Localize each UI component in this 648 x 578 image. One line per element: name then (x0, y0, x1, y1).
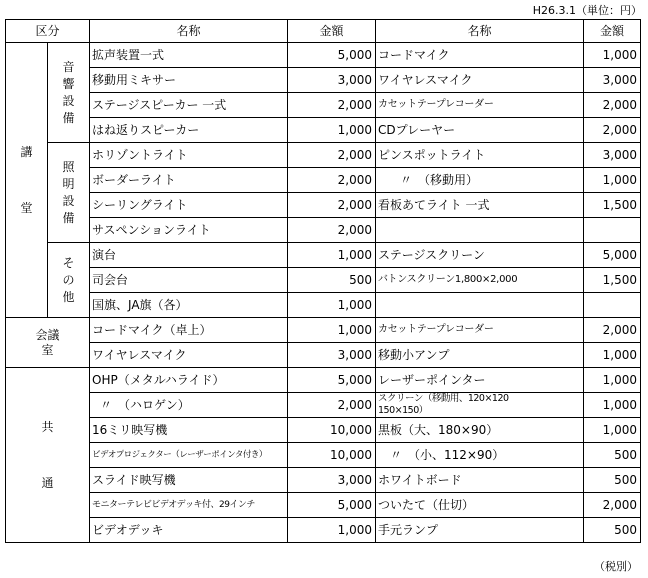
item-price: 2,000 (288, 193, 376, 218)
header-name-1: 名称 (90, 20, 288, 43)
item-price: 1,000 (584, 343, 641, 368)
item-name: ビデオデッキ (90, 518, 288, 543)
item-name (376, 293, 584, 318)
item-price: 10,000 (288, 418, 376, 443)
group-kyotsu: 共 通 (6, 368, 90, 543)
table-row (6, 93, 641, 118)
item-price: 10,000 (288, 443, 376, 468)
item-price: 3,000 (288, 343, 376, 368)
table-row (6, 418, 641, 443)
item-price: 1,000 (288, 243, 376, 268)
subgroup-onkyo: 音響設備 (48, 43, 90, 143)
item-name: ピンスポットライト (376, 143, 584, 168)
item-price: 500 (584, 518, 641, 543)
item-name: 司会台 (90, 268, 288, 293)
item-name: ステージスクリーン (376, 243, 584, 268)
table-row (6, 318, 641, 343)
table-row (6, 393, 641, 418)
table-row (6, 143, 641, 168)
item-price: 3,000 (584, 143, 641, 168)
item-name: 移動用ミキサー (90, 68, 288, 93)
item-name: コードマイク (376, 43, 584, 68)
item-price: 5,000 (288, 368, 376, 393)
item-price: 1,000 (288, 293, 376, 318)
group-kaigishitsu: 会議室 (6, 318, 90, 368)
header-name-2: 名称 (376, 20, 584, 43)
item-name (376, 218, 584, 243)
item-name: 黒板（大、180×90） (376, 418, 584, 443)
item-name: スクリーン（移動用、120×120 150×150） (376, 393, 584, 418)
item-name: カセットテープレコーダー (376, 318, 584, 343)
item-price: 2,000 (288, 168, 376, 193)
header-price-2: 金額 (584, 20, 641, 43)
item-price: 1,500 (584, 268, 641, 293)
item-name: ワイヤレスマイク (90, 343, 288, 368)
table-row (6, 43, 641, 68)
table-row (6, 168, 641, 193)
item-price: 2,000 (584, 493, 641, 518)
item-price: 2,000 (584, 93, 641, 118)
tax-note: （税別） (594, 560, 638, 573)
item-price: 2,000 (288, 218, 376, 243)
item-price: 1,000 (288, 518, 376, 543)
item-name: ボーダーライト (90, 168, 288, 193)
item-price: 1,500 (584, 193, 641, 218)
subgroup-sonota: その他 (48, 243, 90, 318)
item-price: 3,000 (288, 468, 376, 493)
table-row (6, 493, 641, 518)
item-name: スライド映写機 (90, 468, 288, 493)
table-row (6, 443, 641, 468)
item-price: 5,000 (584, 243, 641, 268)
table-row (6, 193, 641, 218)
table-row (6, 218, 641, 243)
item-name: ビデオプロジェクター（レーザーポインタ付き） (90, 443, 288, 468)
table-row (6, 293, 641, 318)
item-price (584, 218, 641, 243)
group-kodo: 講 堂 (6, 43, 48, 318)
item-name: 〃 （移動用） (376, 168, 584, 193)
item-name: レーザーポインター (376, 368, 584, 393)
item-price (584, 293, 641, 318)
item-price: 2,000 (584, 118, 641, 143)
item-name: 〃 （ハロゲン） (90, 393, 288, 418)
header-category: 区分 (6, 20, 90, 43)
item-name: 演台 (90, 243, 288, 268)
item-price: 3,000 (584, 68, 641, 93)
table-row (6, 468, 641, 493)
item-price: 5,000 (288, 43, 376, 68)
table-row (6, 118, 641, 143)
item-name: 拡声装置一式 (90, 43, 288, 68)
item-name: サスペンションライト (90, 218, 288, 243)
item-name: はね返りスピーカー (90, 118, 288, 143)
item-name: モニターテレビビデオデッキ付、29インチ (90, 493, 288, 518)
table-row (6, 518, 641, 543)
item-name: 16ミリ映写機 (90, 418, 288, 443)
item-price: 1,000 (288, 118, 376, 143)
item-name: 国旗、JA旗（各） (90, 293, 288, 318)
item-price: 3,000 (288, 68, 376, 93)
item-name: 看板あてライト 一式 (376, 193, 584, 218)
item-price: 2,000 (288, 143, 376, 168)
item-name: ホワイトボード (376, 468, 584, 493)
item-price: 1,000 (288, 318, 376, 343)
table-row (6, 268, 641, 293)
item-name: バトンスクリーン1,800×2,000 (376, 268, 584, 293)
item-price: 500 (288, 268, 376, 293)
item-name: ステージスピーカー 一式 (90, 93, 288, 118)
item-price: 1,000 (584, 368, 641, 393)
item-name: ホリゾントライト (90, 143, 288, 168)
item-name: ついたて（仕切） (376, 493, 584, 518)
item-name: シーリングライト (90, 193, 288, 218)
item-name: 移動小アンプ (376, 343, 584, 368)
item-price: 1,000 (584, 418, 641, 443)
item-price: 2,000 (288, 93, 376, 118)
item-name: ワイヤレスマイク (376, 68, 584, 93)
item-price: 2,000 (584, 318, 641, 343)
item-name: OHP（メタルハライド） (90, 368, 288, 393)
table-row (6, 343, 641, 368)
header-row (6, 20, 641, 43)
item-price: 5,000 (288, 493, 376, 518)
item-price: 1,000 (584, 393, 641, 418)
item-name: CDプレーヤー (376, 118, 584, 143)
item-name: コードマイク（卓上） (90, 318, 288, 343)
item-price: 500 (584, 468, 641, 493)
item-name: 〃 （小、112×90） (376, 443, 584, 468)
rental-fee-table (5, 19, 641, 543)
item-name: カセットテープレコーダー (376, 93, 584, 118)
table-row (6, 68, 641, 93)
header-price-1: 金額 (288, 20, 376, 43)
item-price: 2,000 (288, 393, 376, 418)
item-price: 500 (584, 443, 641, 468)
item-price: 1,000 (584, 168, 641, 193)
date-unit-note: H26.3.1（単位：円） (532, 4, 642, 17)
item-price: 1,000 (584, 43, 641, 68)
table-row (6, 368, 641, 393)
item-name: 手元ランプ (376, 518, 584, 543)
subgroup-shomei: 照明設備 (48, 143, 90, 243)
table-row (6, 243, 641, 268)
